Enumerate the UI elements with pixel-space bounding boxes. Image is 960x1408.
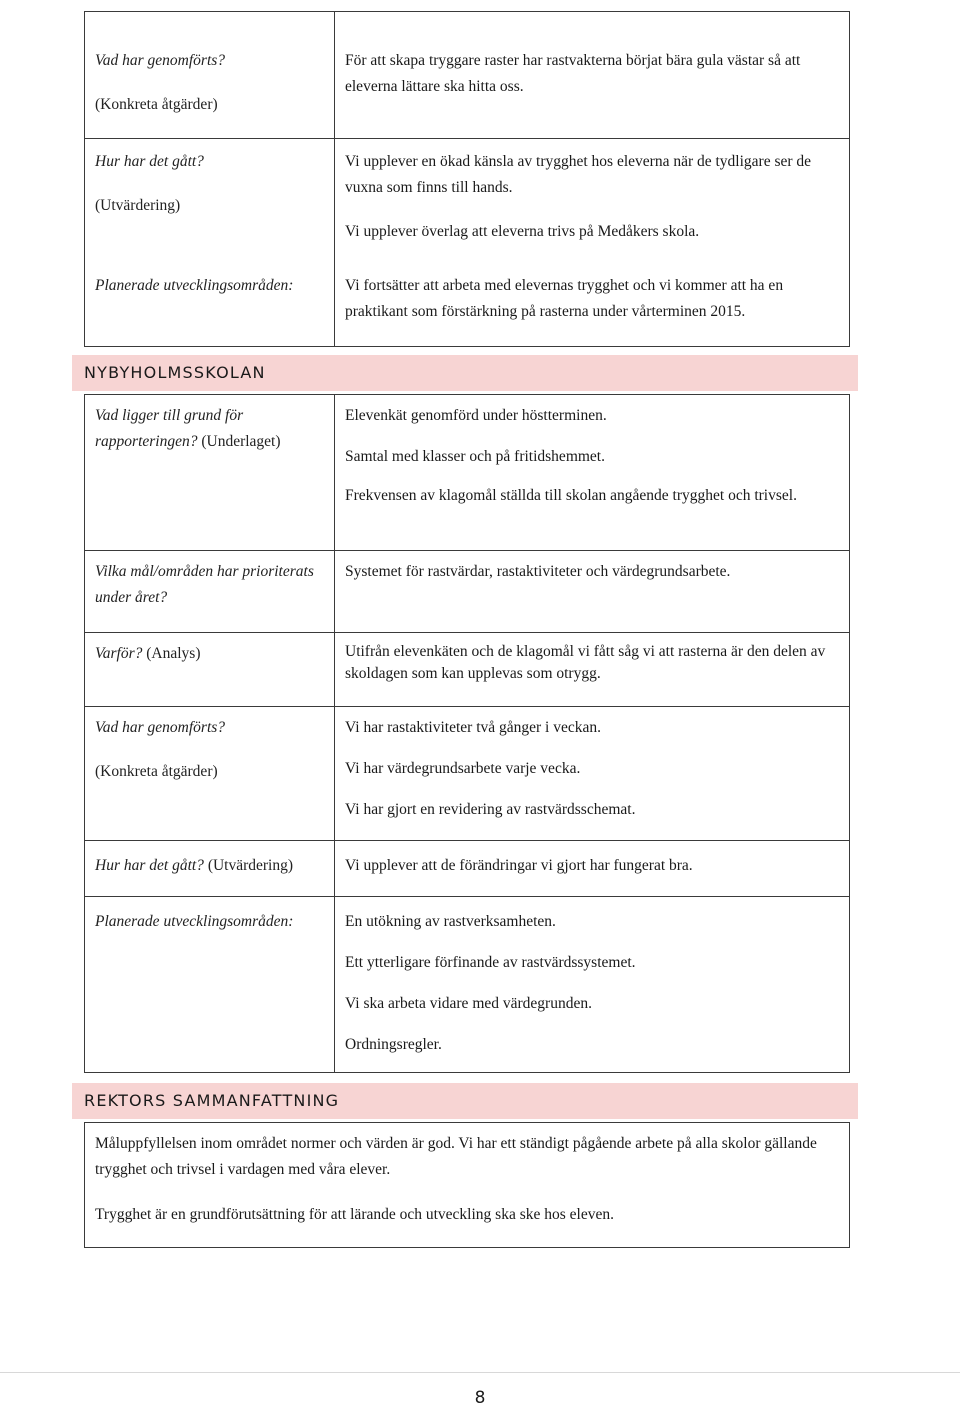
row-text: För att skapa tryggare raster har rastvakterna börjat bära gula västar så att eleverna lättare ska hitta oss. bbox=[335, 12, 850, 139]
table-row bbox=[85, 841, 850, 897]
measures-table-top bbox=[84, 11, 850, 347]
row-label: Varför? (Analys) bbox=[85, 633, 335, 707]
row-label: Vad har genomförts? (Konkreta åtgärder) bbox=[85, 707, 335, 841]
row-label: Vad ligger till grund för rapporteringen? (Underlaget) bbox=[85, 395, 335, 551]
row-label: Hur har det gått? (Utvärdering) bbox=[85, 841, 335, 897]
row-text: Systemet för rastvärdar, rastaktiviteter och värdegrundsarbete. bbox=[335, 551, 850, 633]
row-text: Utifrån elevenkäten och de klagomål vi fått såg vi att rasterna är den delen av skoldagen som kan upplevas som otrygg. bbox=[335, 633, 850, 707]
section-heading-rektors-sammanfattning: REKTORS SAMMANFATTNING bbox=[72, 1083, 858, 1119]
section-heading-nybyholmsskolan: NYBYHOLMSSKOLAN bbox=[72, 355, 858, 391]
table-row bbox=[85, 551, 850, 633]
table-row bbox=[85, 12, 850, 139]
page-number: 8 bbox=[474, 1388, 486, 1408]
table-row bbox=[85, 897, 850, 1073]
measures-table-nybyholm bbox=[84, 394, 850, 1073]
summary-box: Måluppfyllelsen inom området normer och värden är god. Vi har ett ständigt pågående arbete på alla skolor gällande trygghet och trivsel i vardagen med våra elever. Trygghet är en grundförutsättning för att lärande och utveckling ska ske hos eleven. bbox=[84, 1122, 850, 1248]
table-row bbox=[85, 139, 850, 347]
row-label: Planerade utvecklingsområden: bbox=[85, 897, 335, 1073]
table-row bbox=[85, 707, 850, 841]
table-row bbox=[85, 633, 850, 707]
row-text: Vi upplever att de förändringar vi gjort har fungerat bra. bbox=[335, 841, 850, 897]
row-label: Hur har det gått? (Utvärdering) Planerade utvecklingsområden: bbox=[85, 139, 335, 347]
row-text: Vi upplever en ökad känsla av trygghet hos eleverna när de tydligare ser de vuxna som finns till hands. Vi upplever överlag att eleverna trivs på Medåkers skola. Vi fortsätter att arbeta med elevernas trygghet och vi kommer att ha en praktikant som förstärkning på rasterna under vårterminen 2015. bbox=[335, 139, 850, 347]
row-text: Elevenkät genomförd under höstterminen. Samtal med klasser och på fritidshemmet. Frekvensen av klagomål ställda till skolan angående trygghet och trivsel. bbox=[335, 395, 850, 551]
footer-divider bbox=[0, 1372, 960, 1373]
row-label: Vilka mål/områden har prioriterats under året? bbox=[85, 551, 335, 633]
row-label: Vad har genomförts? (Konkreta åtgärder) bbox=[85, 12, 335, 139]
row-text: En utökning av rastverksamheten. Ett ytterligare förfinande av rastvärdssystemet. Vi ska arbeta vidare med värdegrunden. Ordningsregler. bbox=[335, 897, 850, 1073]
table-row bbox=[85, 395, 850, 551]
row-text: Vi har rastaktiviteter två gånger i veckan. Vi har värdegrundsarbete varje vecka. Vi har gjort en revidering av rastvärdsschemat. bbox=[335, 707, 850, 841]
